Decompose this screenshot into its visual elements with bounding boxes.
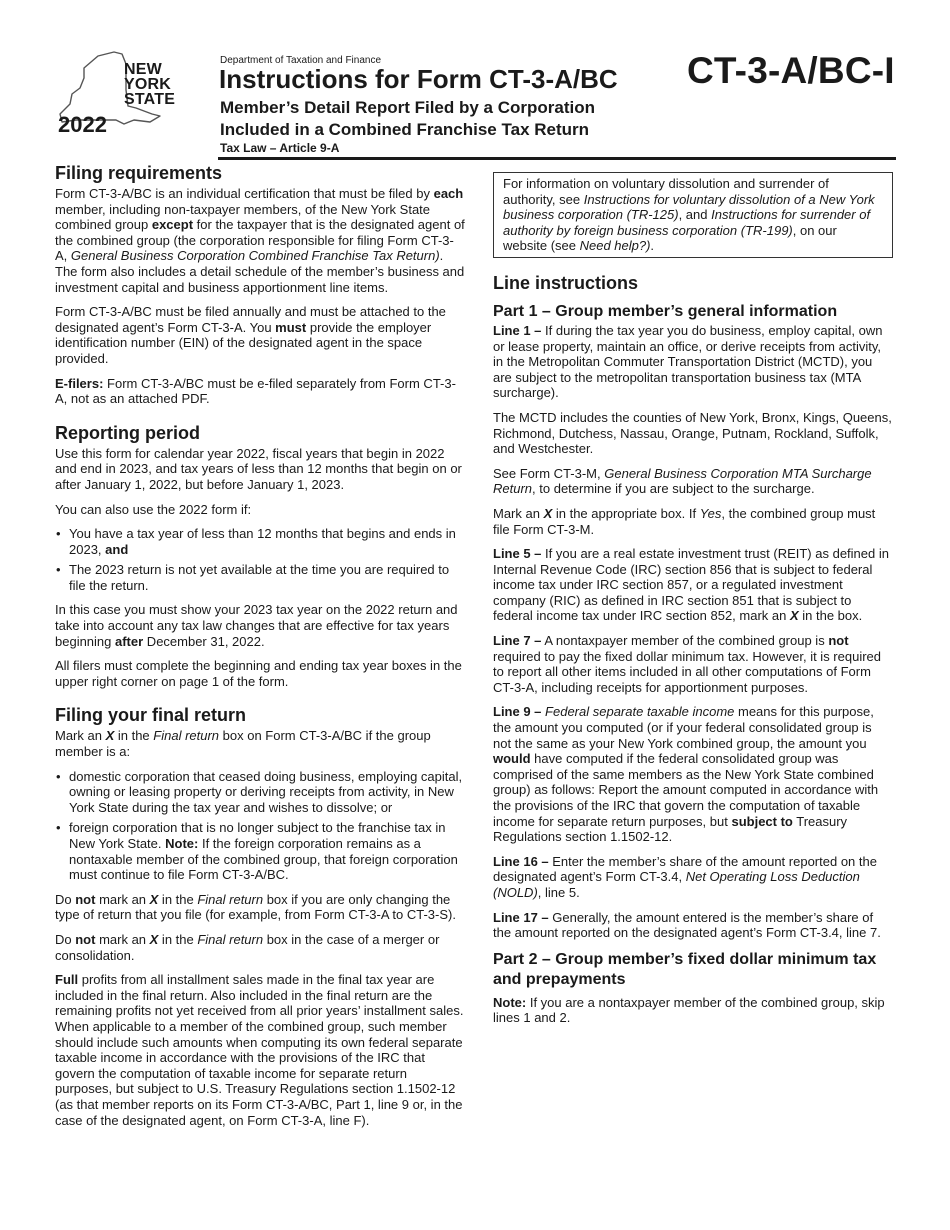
- line-7-instruction: Line 7 – A nontaxpayer member of the combined group is not required to pay the fixed dollar minimum tax. However, it is required to report all other items included in all other computations of Form CT-3-A, including receipts for apportionment purposes.: [493, 633, 882, 695]
- tax-law-reference: Tax Law – Article 9-A: [220, 141, 340, 155]
- paragraph: You can also use the 2022 form if:: [55, 501, 252, 517]
- paragraph: Mark an X in the appropriate box. If Yes, the combined group must file Form CT-3-M.: [493, 505, 876, 537]
- logo-word-new: NEW: [124, 61, 162, 78]
- paragraph: Use this form for calendar year 2022, fiscal years that begin in 2022 and end in 2023, and tax years of less than 12 months that begin on or after January 1, 2022, but before January 1, 2023.: [55, 445, 462, 492]
- page-title: Instructions for Form CT-3-A/BC: [219, 64, 618, 94]
- department-name: Department of Taxation and Finance: [220, 55, 382, 66]
- subtitle-line: Included in a Combined Franchise Tax Return: [220, 120, 590, 139]
- part-2-heading: Part 2 – Group member’s fixed dollar minimum tax and prepayments: [493, 950, 877, 988]
- bullet-list: [55, 526, 465, 593]
- list-item: • domestic corporation that ceased doing business, employing capital, owning or leasing property or deriving receipts from activity, in New York State during the tax year and wishes to dissolve; or: [55, 769, 465, 816]
- logo-wordmark: [124, 62, 175, 107]
- paragraph: The MCTD includes the counties of New York, Bronx, Kings, Queens, Richmond, Dutchess, Nassau, Orange, Putnam, Rockland, Suffolk, and Westchester.: [493, 409, 892, 457]
- part-1-heading: Part 1 – Group member’s general information: [493, 302, 838, 320]
- line-9-instruction: Line 9 – Federal separate taxable income means for this purpose, the amount you computed (or if your federal consolidated group is not the same as your New York combined group, the amount you would have computed if the federal consolidated group was comprised of the same members as the New York State combined group) as follows: Report the amount computed in accordance with the provisions of the IRC that govern the computation of taxable income for separate return purposes, but subject to Treasury Regulations section 1.1502-12.: [493, 704, 879, 845]
- paragraph: Mark an X in the Final return box on Form CT-3-A/BC if the group member is a:: [55, 728, 431, 760]
- header-divider: [218, 157, 896, 160]
- logo-word-state: STATE: [124, 91, 176, 108]
- section-heading-line-instructions: Line instructions: [493, 272, 639, 293]
- tax-year: 2022: [58, 112, 107, 137]
- part-2-note: Note: If you are a nontaxpayer member of the combined group, skip lines 1 and 2.: [493, 994, 885, 1026]
- paragraph: Form CT-3-A/BC must be filed annually and must be attached to the designated agent’s Form CT-3-A. You must provide the employer identification number (EIN) of the designated agent in the space provided.: [55, 304, 446, 366]
- line-1-instruction: Line 1 – If during the tax year you do business, employ capital, own or lease property, maintain an office, or derive receipts from activity, in the Metropolitan Commuter Transportation District (MCTD), you are subject to the metropolitan transportation business tax (MTA surcharge).: [493, 322, 883, 401]
- paragraph: Do not mark an X in the Final return box if you are only changing the type of return that you file (for example, from Form CT-3-A to CT-3-S).: [55, 891, 456, 923]
- line-17-instruction: Line 17 – Generally, the amount entered is the member’s share of the amount reported on the designated agent’s Form CT-3.4, line 7.: [493, 909, 881, 941]
- paragraph: In this case you must show your 2023 tax year on the 2022 return and take into account any tax law changes that are effective for tax years beginning after December 31, 2022.: [55, 602, 458, 649]
- info-box-text: For information on voluntary dissolution and surrender of authority, see Instructions for voluntary dissolution of a New York business corporation (TR-125), and Instructions for surrender of authority by foreign business corporation (TR-199), on our website (see Need help?).: [503, 176, 875, 254]
- subtitle-line: Member’s Detail Report Filed by a Corporation: [220, 98, 596, 117]
- right-column: [493, 162, 893, 1035]
- section-heading-filing-requirements: Filing requirements: [55, 163, 223, 183]
- logo-word-york: YORK: [124, 76, 172, 93]
- paragraph: See Form CT-3-M, General Business Corporation MTA Surcharge Return, to determine if you are subject to the surcharge.: [493, 465, 872, 497]
- section-heading-final-return: Filing your final return: [55, 705, 247, 726]
- e-filers-note: E-filers: Form CT-3-A/BC must be e-filed separately from Form CT-3-A, not as an attached PDF.: [55, 375, 456, 407]
- document-header: [0, 0, 950, 160]
- page-subtitle: [220, 97, 660, 141]
- dissolution-info-box: [493, 172, 893, 258]
- line-5-instruction: Line 5 – If you are a real estate investment trust (REIT) as defined in Internal Revenue Code (IRC) section 856 that is subject to federal income tax under IRC section 857, or a regulated investment company (RIC) as defined in IRC section 851 that is subject to federal income tax under IRC section 852, mark an X in the box.: [493, 546, 889, 624]
- paragraph: Full profits from all installment sales made in the final tax year are included in the final return. Also included in the final return are the remaining profits not yet received from all prior years’ installment sales. When applicable to a member of the combined group, such member should include such amounts when computing its own federal separate taxable income in accordance with the provisions of the IRC that govern the computation of taxable income for separate return purposes, but subject to U.S. Treasury Regulations section 1.1502-12 (as that member reports on its Form CT-3-A/BC, Part 1, line 9 or, in the case of the designated agent, on Form CT-3-A, line F).: [55, 972, 464, 1128]
- list-item: • The 2023 return is not yet available at the time you are required to file the return.: [55, 562, 465, 593]
- paragraph: All filers must complete the beginning and ending tax year boxes in the upper right corner on page 1 of the form.: [55, 658, 462, 689]
- list-item: • You have a tax year of less than 12 months that begins and ends in 2023, and: [55, 526, 465, 557]
- form-identifier: CT-3-A/BC-I: [687, 50, 895, 91]
- paragraph: Form CT-3-A/BC is an individual certification that must be filed by each member, including non-taxpayer members, of the New York State combined group except for the taxpayer that is the designated agent of the combined group (the corporation responsible for filing Form CT-3-A, General Business Corporation Combined Franchise Tax Return). The form also includes a detail schedule of the member’s business and investment capital and business apportionment line items.: [55, 186, 465, 295]
- line-16-instruction: Line 16 – Enter the member’s share of the amount reported on the designated agent’s Form CT-3.4, Net Operating Loss Deduction (NOLD), line 5.: [493, 853, 877, 900]
- list-item: • foreign corporation that is no longer subject to the franchise tax in New York State. Note: If the foreign corporation remains as a nontaxable member of the combined group, that foreign corporation must continue to file Form CT-3-A/BC.: [55, 820, 465, 882]
- paragraph: Do not mark an X in the Final return box in the case of a merger or consolidation.: [55, 931, 440, 963]
- bullet-list: [55, 769, 465, 883]
- section-heading-reporting-period: Reporting period: [55, 422, 200, 443]
- left-column: [55, 162, 465, 1137]
